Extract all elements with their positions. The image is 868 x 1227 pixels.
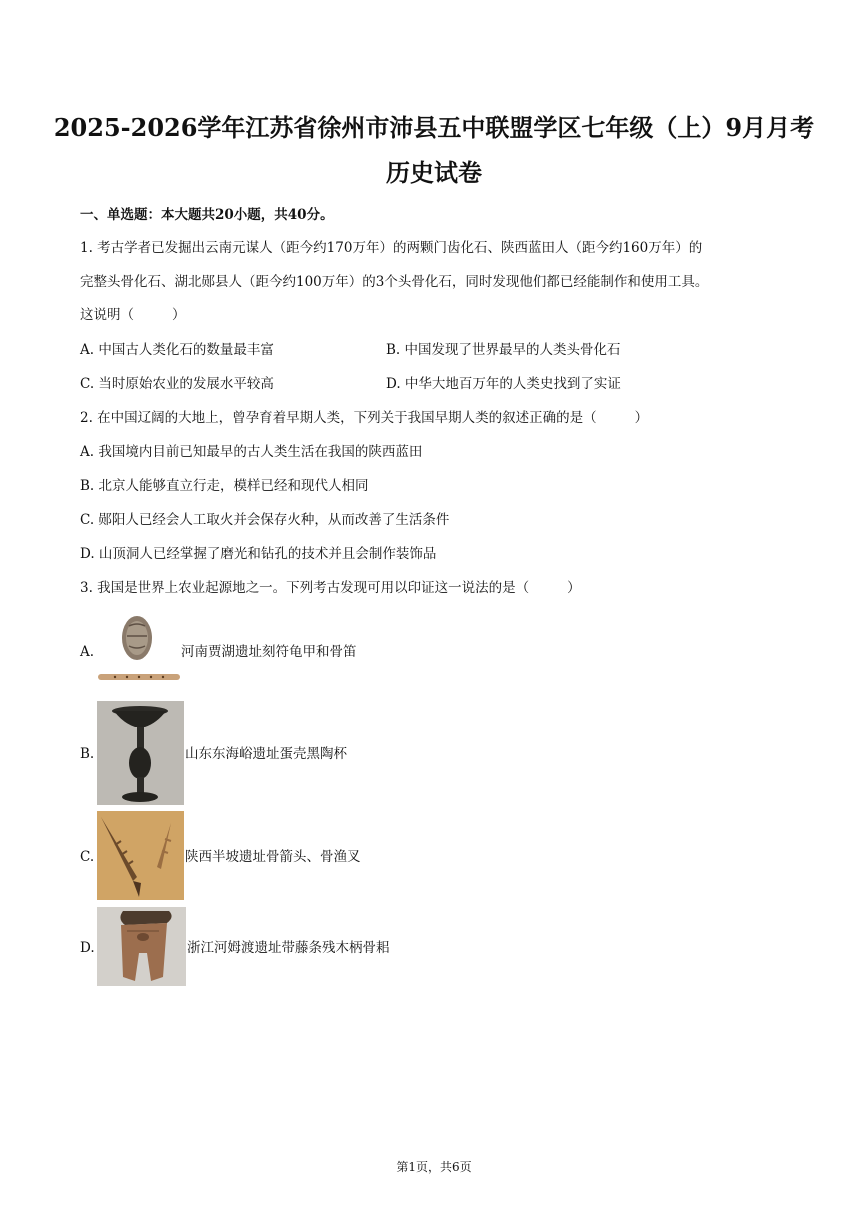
q3-option-c-letter: C. xyxy=(80,849,95,865)
q1-stem-line2: 完整头骨化石、湖北郧县人（距今约100万年）的3个头骨化石，同时发现他们都已经能制作和使用工具。 xyxy=(80,274,709,290)
q1-stem-line3 xyxy=(80,305,186,325)
q3-option-a-caption: 河南贾湖遗址刻符龟甲和骨笛 xyxy=(181,644,357,660)
q2-stem xyxy=(80,408,648,428)
q1-paren-close: ） xyxy=(172,307,186,323)
q2-paren-close: ） xyxy=(634,410,649,426)
q2-option-d: D. 山顶洞人已经掌握了磨光和钻孔的技术并且会制作装饰品 xyxy=(80,546,437,562)
q1-stem-line1: 1. 考古学者已发掘出云南元谋人（距今约170万年）的两颗门齿化石、陕西蓝田人（距今约160万年）的 xyxy=(80,240,703,256)
exam-title-line2: 历史试卷 xyxy=(386,158,482,187)
q1-stem-text: 这说明（ xyxy=(80,307,134,323)
q3-option-d-letter: D. xyxy=(80,940,95,956)
q1-option-c: C. 当时原始农业的发展水平较高 xyxy=(80,376,274,392)
section-heading: 一、单选题：本大题共20小题，共40分。 xyxy=(80,207,334,223)
turtle-shell-bone-flute-image xyxy=(97,612,181,688)
q3-option-b-caption: 山东东海峪遗址蛋壳黑陶杯 xyxy=(185,746,347,762)
q1-option-b: B. 中国发现了世界最早的人类头骨化石 xyxy=(386,342,621,358)
q2-option-c: C. 郧阳人已经会人工取火并会保存火种，从而改善了生活条件 xyxy=(80,512,450,528)
q3-option-a-letter: A. xyxy=(80,644,95,660)
q1-option-a: A. 中国古人类化石的数量最丰富 xyxy=(80,342,274,358)
q2-stem-text: 2. 在中国辽阔的大地上，曾孕育着早期人类，下列关于我国早期人类的叙述正确的是（ xyxy=(80,410,597,426)
q3-stem xyxy=(80,578,581,598)
bone-arrowhead-harpoon-image xyxy=(97,811,184,900)
page-footer: 第1页，共6页 xyxy=(396,1160,472,1174)
exam-title-line1: 2025-2026学年江苏省徐州市沛县五中联盟学区七年级（上）9月月考 xyxy=(53,113,815,142)
q3-option-b-letter: B. xyxy=(80,746,95,762)
q3-stem-text: 3. 我国是世界上农业起源地之一。下列考古发现可用以印证这一说法的是（ xyxy=(80,580,530,596)
bone-spade-image xyxy=(97,907,186,986)
q3-option-d-caption: 浙江河姆渡遗址带藤条残木柄骨耜 xyxy=(187,940,390,956)
q1-option-d: D. 中华大地百万年的人类史找到了实证 xyxy=(386,376,621,392)
q2-option-b: B. 北京人能够直立行走，模样已经和现代人相同 xyxy=(80,478,369,494)
q3-option-c-caption: 陕西半坡遗址骨箭头、骨渔叉 xyxy=(185,849,361,865)
q2-option-a: A. 我国境内目前已知最早的古人类生活在我国的陕西蓝田 xyxy=(80,444,423,460)
q3-paren-close: ） xyxy=(567,580,581,596)
black-pottery-cup-image xyxy=(97,701,184,805)
